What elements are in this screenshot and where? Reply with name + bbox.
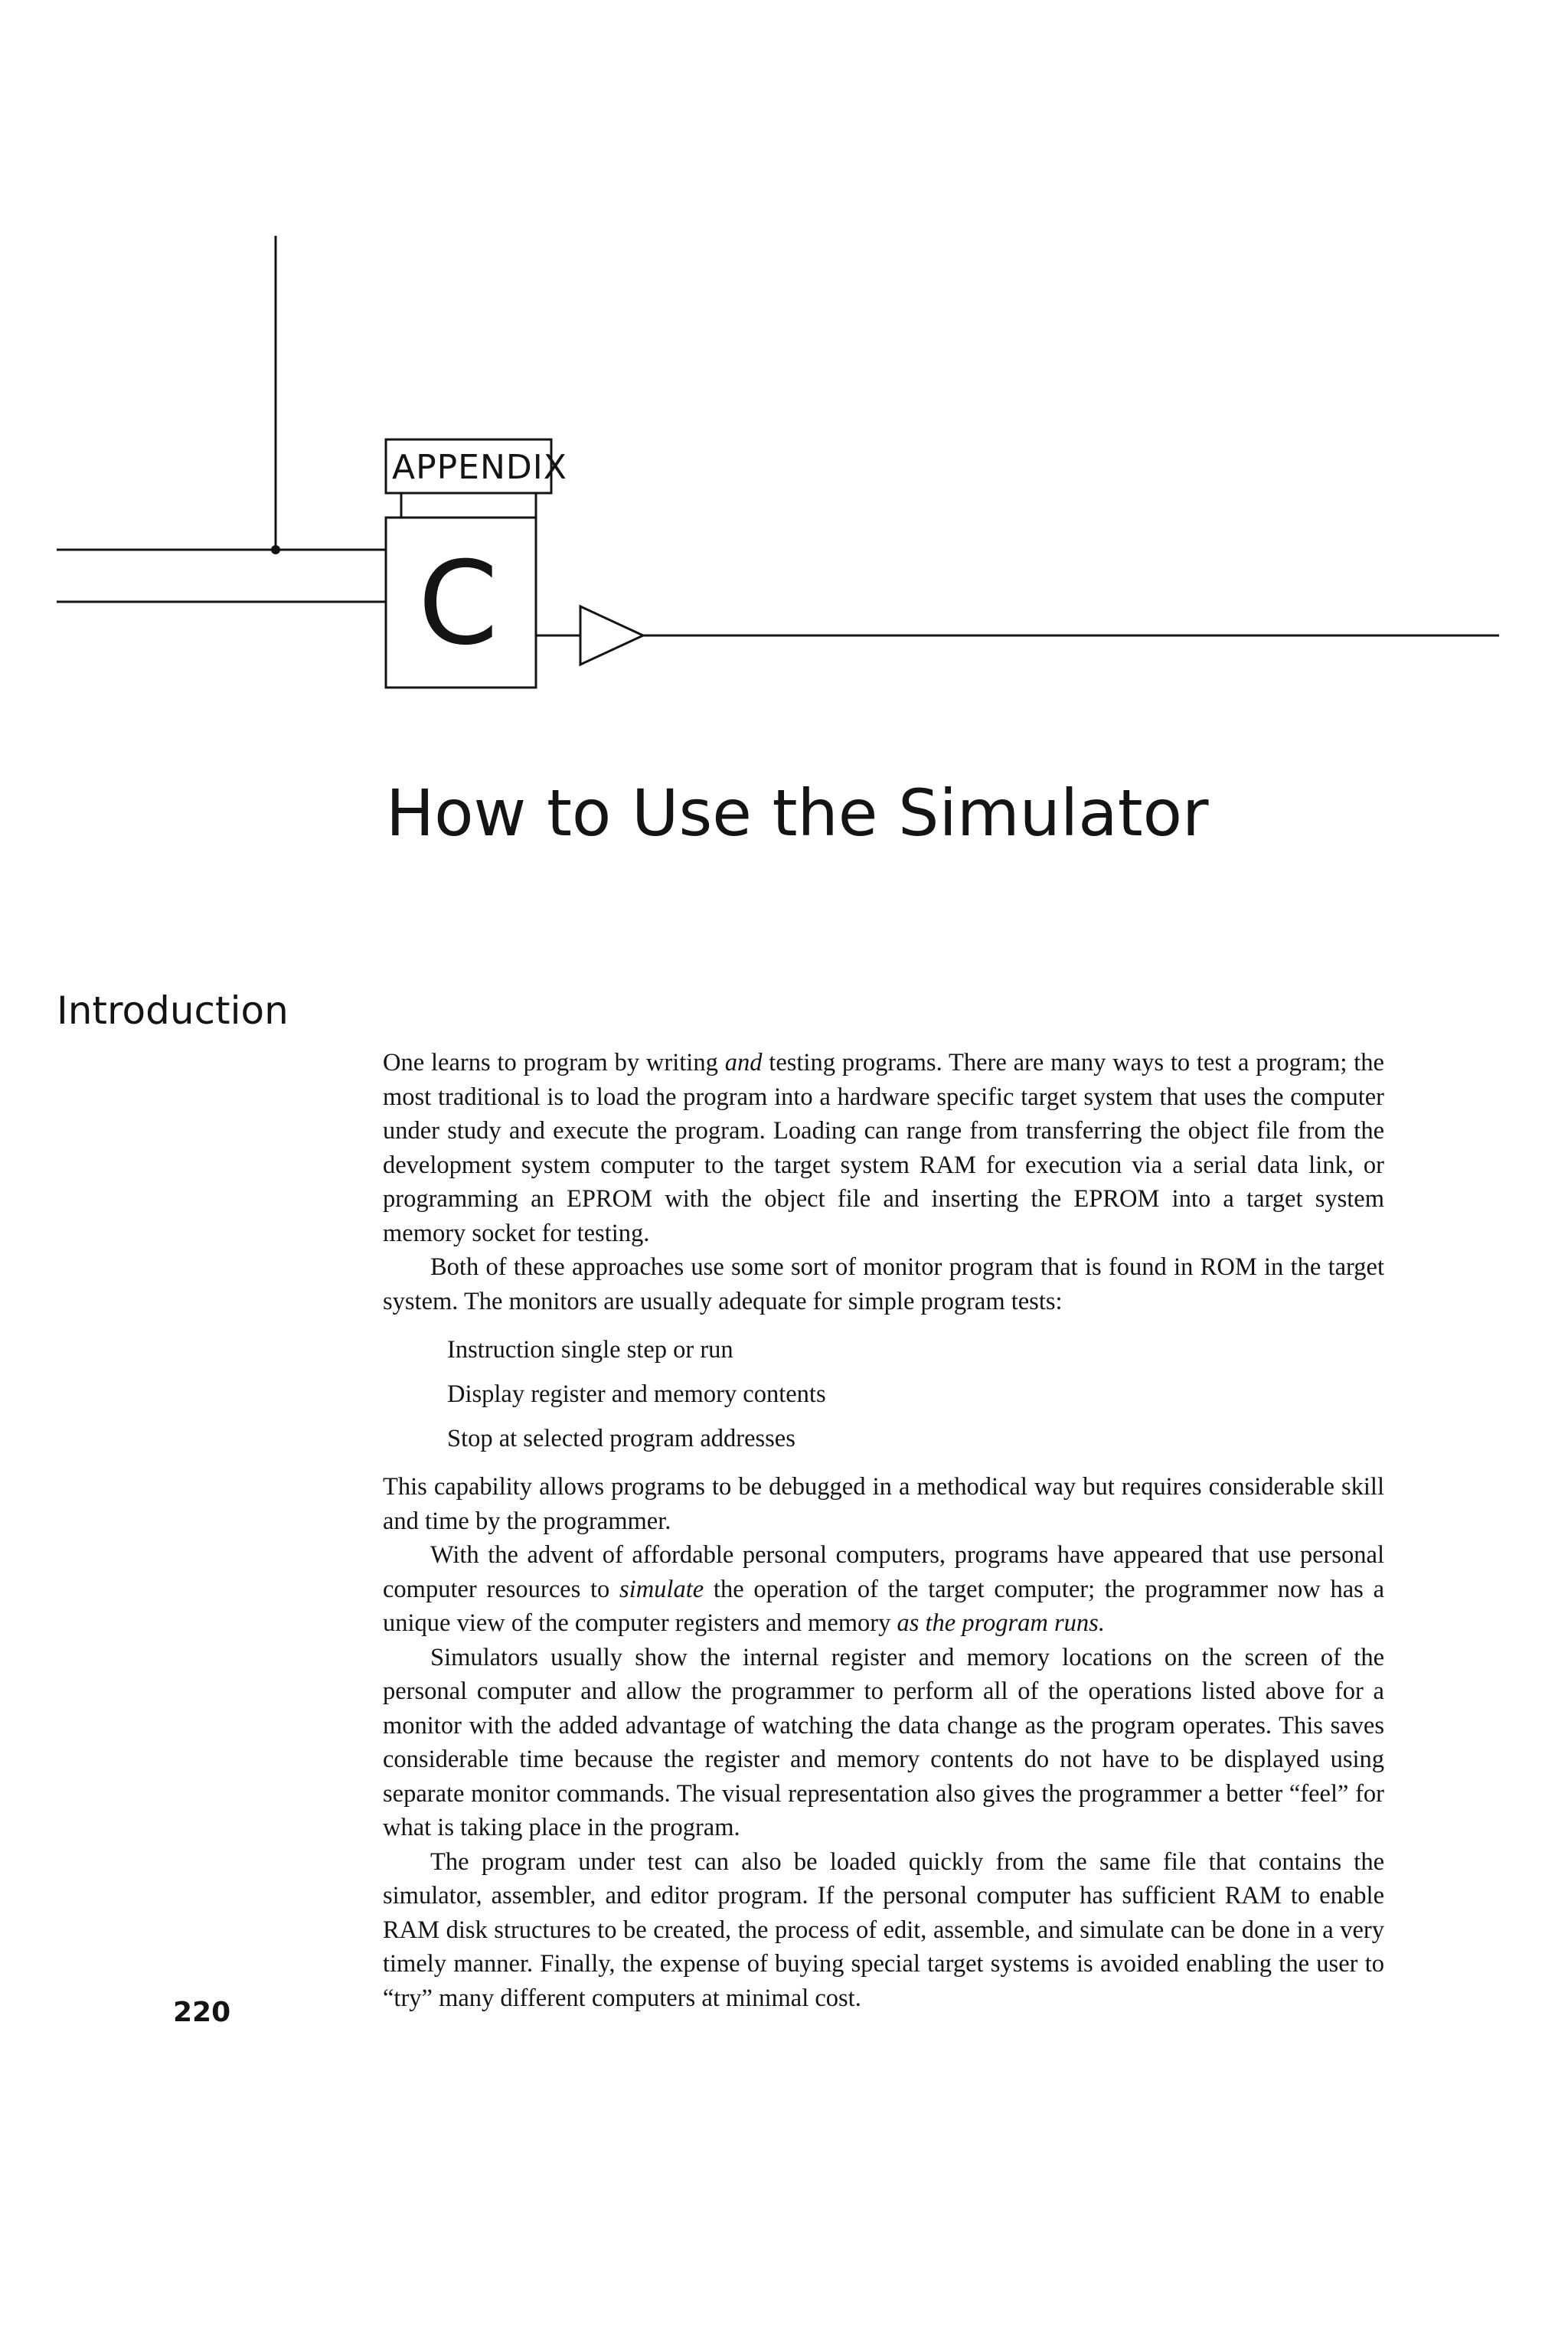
paragraph-1: One learns to program by writing and testing programs. There are many ways to test a program; the most traditional is to load the program into a hardware specific target system that uses the computer under study and execute the program. Loading can range from transferring the object file from the development system computer to the target system RAM for execution via a serial data link, or programming an EPROM with the object file and inserting the EPROM into a target system memory socket for testing. — [383, 1049, 1384, 1247]
buffer-triangle-icon — [580, 606, 643, 665]
emphasis-and: and — [724, 1049, 763, 1076]
page-number: 220 — [173, 1997, 231, 2028]
list-item: Instruction single step or run — [447, 1336, 733, 1364]
paragraph-3: This capability allows programs to be debugged in a methodical way but requires considerable skill and time by the programmer. — [383, 1473, 1384, 1535]
emphasis-simulate: simulate — [619, 1575, 704, 1603]
monitor-feature-list — [383, 1328, 1384, 1461]
paragraph-5: Simulators usually show the internal register and memory locations on the screen of the personal computer and allow the programmer to perform all of the operations listed above for a monitor with the added advantage of watching the data change as the program operates. This saves considerable time because the register and memory contents do not have to be displayed using separate monitor commands. The visual representation also gives the programmer a better “feel” for what is taking place in the program. — [383, 1643, 1384, 1841]
chapter-title: How to Use the Simulator — [386, 776, 1209, 851]
list-item: Display register and memory contents — [447, 1380, 826, 1408]
list-item: Stop at selected program addresses — [447, 1425, 795, 1452]
appendix-header-graphic — [0, 0, 1568, 750]
section-heading-introduction: Introduction — [57, 988, 289, 1033]
junction-dot — [271, 545, 280, 554]
paragraph-2: Both of these approaches use some sort of monitor program that is found in ROM in the target system. The monitors are usually adequate for simple program tests: — [383, 1253, 1384, 1315]
paragraph-4: With the advent of affordable personal computers, programs have appeared that use personal computer resources to simulate the operation of the target computer; the programmer now has a unique view of the computer registers and memory as the program runs. — [383, 1541, 1385, 1637]
body-text — [383, 1046, 1384, 2015]
appendix-letter: C — [418, 537, 498, 671]
paragraph-6: The program under test can also be loaded quickly from the same file that contains the simulator, assembler, and editor program. If the personal computer has sufficient RAM to enable RAM disk structures to be created, the process of edit, assemble, and simulate can be done in a very timely manner. Finally, the expense of buying special target systems is avoided enabling the user to “try” many different computers at minimal cost. — [383, 1847, 1384, 2012]
emphasis-as-the-program-runs: as the program runs. — [897, 1609, 1105, 1637]
appendix-label: APPENDIX — [392, 448, 567, 487]
